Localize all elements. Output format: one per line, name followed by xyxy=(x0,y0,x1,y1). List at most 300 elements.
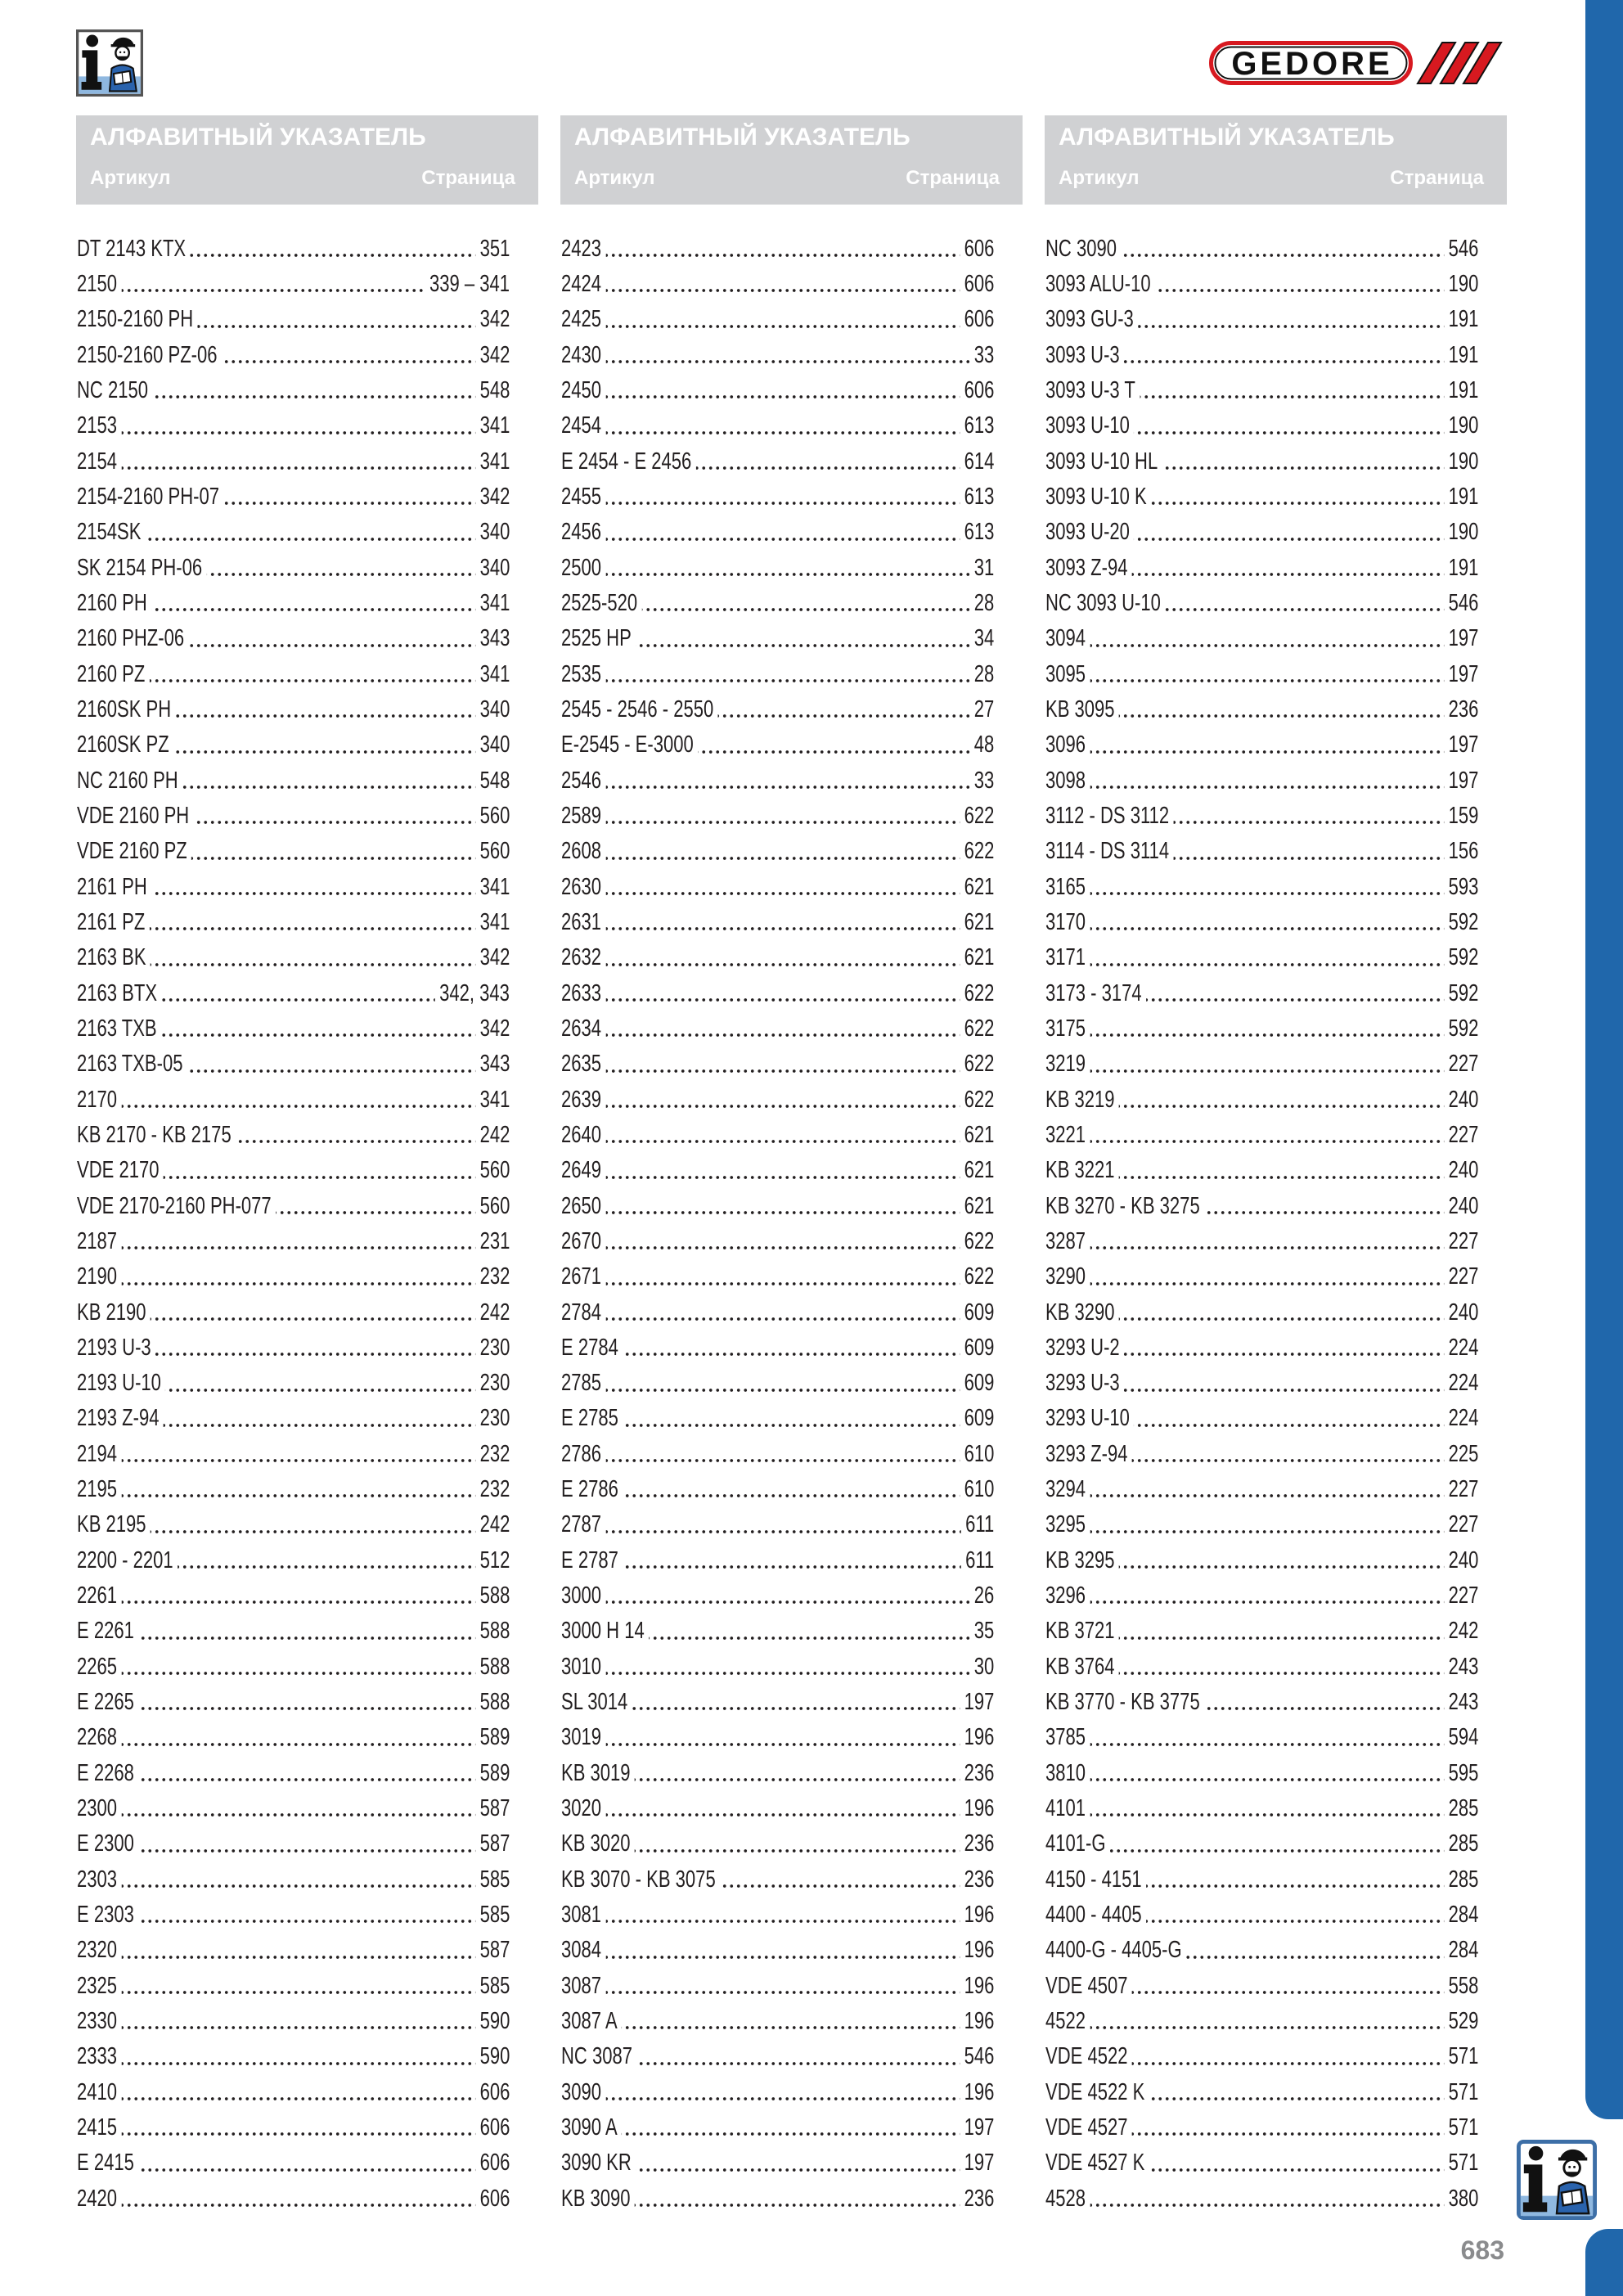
page-reference: 242 xyxy=(475,1510,510,1538)
page-reference: 191 xyxy=(1444,554,1478,582)
page-reference: 191 xyxy=(1444,341,1478,369)
index-entry xyxy=(1045,2181,1478,2216)
article-number: KB 3295 xyxy=(1045,1546,1119,1574)
page-reference: 240 xyxy=(1444,1192,1478,1220)
page-reference: 196 xyxy=(960,2007,994,2035)
page-reference: 529 xyxy=(1444,2007,1478,2035)
article-number: 3114 - DS 3114 xyxy=(1045,837,1173,865)
article-number: 2154 xyxy=(77,448,121,475)
index-entry xyxy=(1045,266,1478,301)
index-entry xyxy=(77,1366,510,1401)
page-reference: 341 xyxy=(475,660,510,688)
index-subheader xyxy=(90,168,515,189)
page-reference: 342 xyxy=(475,305,510,333)
page-reference: 196 xyxy=(960,2078,994,2106)
index-entry xyxy=(1045,1153,1478,1188)
page-reference: 190 xyxy=(1444,518,1478,546)
index-entry xyxy=(77,940,510,975)
index-column-1 xyxy=(76,115,538,2218)
article-number: 2784 xyxy=(561,1299,605,1326)
page-reference: 242 xyxy=(1444,1617,1478,1645)
info-reading-man-icon xyxy=(76,29,143,97)
article-number: VDE 2170-2160 PH-077 xyxy=(77,1192,276,1220)
page-reference: 341 xyxy=(475,412,510,439)
article-number: KB 3090 xyxy=(561,2185,635,2213)
page-reference: 590 xyxy=(475,2042,510,2070)
page-reference: 340 xyxy=(475,696,510,723)
side-tab-bar xyxy=(1585,0,1623,2119)
index-entry xyxy=(561,727,994,763)
index-entry xyxy=(561,975,994,1011)
article-number: 4150 - 4151 xyxy=(1045,1866,1146,1893)
page-reference: 606 xyxy=(475,2078,510,2106)
article-number: E 2303 xyxy=(77,1901,138,1929)
page-reference: 30 xyxy=(969,1653,994,1681)
article-number: 2546 xyxy=(561,767,605,795)
page-reference: 230 xyxy=(475,1404,510,1432)
article-number: 2163 BK xyxy=(77,943,151,971)
index-entry xyxy=(561,1862,994,1897)
article-number: 4528 xyxy=(1045,2185,1090,2213)
page-reference: 343 xyxy=(475,1050,510,1078)
page-reference: 227 xyxy=(1444,1121,1478,1149)
index-entry xyxy=(561,2039,994,2074)
article-number: KB 3764 xyxy=(1045,1653,1119,1681)
index-entry xyxy=(561,1507,994,1542)
index-entry xyxy=(561,2003,994,2038)
page-reference: 240 xyxy=(1444,1299,1478,1326)
index-entry xyxy=(77,2039,510,2074)
index-entry xyxy=(1045,1897,1478,1932)
index-entry xyxy=(1045,479,1478,514)
index-entry xyxy=(1045,1436,1478,1471)
index-entry xyxy=(1045,231,1478,266)
page-reference: 622 xyxy=(960,1050,994,1078)
page-reference: 285 xyxy=(1444,1866,1478,1893)
page-reference: 227 xyxy=(1444,1475,1478,1503)
index-entry xyxy=(561,1649,994,1684)
index-title: АЛФАВИТНЫЙ УКАЗАТЕЛЬ xyxy=(574,124,910,151)
page-reference: 594 xyxy=(1444,1723,1478,1751)
article-number: DT 2143 KTX xyxy=(77,235,190,263)
index-entry xyxy=(1045,1790,1478,1826)
index-entry xyxy=(561,1614,994,1649)
article-number: 3093 U-20 xyxy=(1045,518,1134,546)
article-number: 2330 xyxy=(77,2007,121,2035)
index-entry xyxy=(561,1933,994,1968)
index-entry xyxy=(77,1082,510,1117)
index-header xyxy=(76,115,538,205)
page-reference: 588 xyxy=(475,1617,510,1645)
index-entry xyxy=(1045,656,1478,691)
article-number: 2193 U-3 xyxy=(77,1334,155,1362)
page-reference: 592 xyxy=(1444,1015,1478,1042)
page-reference: 560 xyxy=(475,1156,510,1184)
page-reference: 236 xyxy=(960,1830,994,1857)
article-number: 3010 xyxy=(561,1653,605,1681)
index-entry xyxy=(561,1684,994,1719)
index-subheader xyxy=(574,168,1000,189)
index-entry xyxy=(561,1755,994,1790)
page-reference: 595 xyxy=(1444,1759,1478,1787)
page-reference: 341 xyxy=(475,448,510,475)
article-number: 3112 - DS 3112 xyxy=(1045,802,1173,830)
article-number: KB 3290 xyxy=(1045,1299,1119,1326)
index-entry xyxy=(1045,408,1478,443)
page-reference: 191 xyxy=(1444,376,1478,404)
page-reference: 240 xyxy=(1444,1546,1478,1574)
index-entry xyxy=(1045,1507,1478,1542)
page-reference: 236 xyxy=(1444,696,1478,723)
page-reference: 588 xyxy=(475,1653,510,1681)
index-entry xyxy=(77,2074,510,2109)
article-number: 3081 xyxy=(561,1901,605,1929)
column-label-article: Артикул xyxy=(90,167,171,189)
index-entry xyxy=(561,798,994,833)
article-number: VDE 4527 xyxy=(1045,2114,1132,2141)
index-entry xyxy=(77,1826,510,1862)
index-entry xyxy=(1045,1330,1478,1365)
article-number: 2163 BTX xyxy=(77,979,161,1007)
article-number: 2200 - 2201 xyxy=(77,1546,178,1574)
page-reference: 191 xyxy=(1444,483,1478,511)
page-reference: 340 xyxy=(475,554,510,582)
index-entry xyxy=(561,1968,994,2003)
page-reference: 285 xyxy=(1444,1794,1478,1822)
page-reference: 197 xyxy=(960,1688,994,1716)
article-number: E 2785 xyxy=(561,1404,623,1432)
index-entry xyxy=(561,1542,994,1578)
article-number: 3171 xyxy=(1045,943,1090,971)
article-number: 3093 U-3 xyxy=(1045,341,1124,369)
article-number: 3175 xyxy=(1045,1015,1090,1042)
article-number: 3098 xyxy=(1045,767,1090,795)
page-reference: 560 xyxy=(475,802,510,830)
page-reference: 606 xyxy=(960,235,994,263)
article-number: KB 3221 xyxy=(1045,1156,1119,1184)
index-entry xyxy=(1045,337,1478,372)
page-reference: 587 xyxy=(475,1936,510,1964)
page-reference: 613 xyxy=(960,483,994,511)
page-reference: 621 xyxy=(960,873,994,901)
article-number: E 2786 xyxy=(561,1475,623,1503)
article-number: 2261 xyxy=(77,1582,121,1609)
index-entry xyxy=(77,372,510,407)
page-reference: 571 xyxy=(1444,2149,1478,2177)
page-reference: 242 xyxy=(475,1121,510,1149)
article-number: 3090 xyxy=(561,2078,605,2106)
page-reference: 236 xyxy=(960,1759,994,1787)
page-reference: 611 xyxy=(961,1510,994,1538)
page-reference: 571 xyxy=(1444,2114,1478,2141)
article-number: 4400-G - 4405-G xyxy=(1045,1936,1186,1964)
article-number: 3296 xyxy=(1045,1582,1090,1609)
column-label-article: Артикул xyxy=(574,167,655,189)
index-entry xyxy=(1045,2003,1478,2038)
index-entry xyxy=(561,1720,994,1755)
page-reference: 26 xyxy=(969,1582,994,1609)
index-entry xyxy=(561,2074,994,2109)
index-entry xyxy=(561,1153,994,1188)
page-reference: 31 xyxy=(969,554,994,582)
index-entry xyxy=(77,1933,510,1968)
article-number: 2333 xyxy=(77,2042,121,2070)
index-entry xyxy=(1045,1401,1478,1436)
article-number: 2320 xyxy=(77,1936,121,1964)
page-reference: 342 xyxy=(475,1015,510,1042)
index-entry xyxy=(77,2181,510,2216)
index-entry xyxy=(561,763,994,798)
page-reference: 592 xyxy=(1444,979,1478,1007)
column-label-page: Страница xyxy=(421,167,515,189)
index-entry xyxy=(561,656,994,691)
article-number: 4400 - 4405 xyxy=(1045,1901,1146,1929)
page-reference: 231 xyxy=(475,1227,510,1255)
index-entry xyxy=(77,408,510,443)
page-reference: 614 xyxy=(960,448,994,475)
index-entry xyxy=(77,1542,510,1578)
page-reference: 341 xyxy=(475,589,510,617)
article-number: KB 2170 - KB 2175 xyxy=(77,1121,236,1149)
index-entry xyxy=(561,550,994,585)
index-entry xyxy=(1045,585,1478,620)
article-number: 2193 U-10 xyxy=(77,1369,165,1397)
article-number: 2430 xyxy=(561,341,605,369)
page-reference: 341 xyxy=(475,1086,510,1114)
article-number: KB 3721 xyxy=(1045,1617,1119,1645)
article-number: 3785 xyxy=(1045,1723,1090,1751)
page-reference: 606 xyxy=(475,2114,510,2141)
index-entry xyxy=(1045,1542,1478,1578)
page-reference: 342 xyxy=(475,341,510,369)
index-entry xyxy=(561,515,994,550)
article-number: NC 3087 xyxy=(561,2042,636,2070)
index-entry xyxy=(1045,1684,1478,1719)
index-entry xyxy=(77,1684,510,1719)
page-reference: 197 xyxy=(960,2149,994,2177)
article-number: 3294 xyxy=(1045,1475,1090,1503)
index-entry xyxy=(77,1614,510,1649)
page-reference: 243 xyxy=(1444,1653,1478,1681)
page-reference: 197 xyxy=(1444,624,1478,652)
index-entry xyxy=(1045,1614,1478,1649)
article-number: 3094 xyxy=(1045,624,1090,652)
index-entry xyxy=(77,1294,510,1330)
article-number: VDE 4507 xyxy=(1045,1972,1132,2000)
index-entry xyxy=(1045,1933,1478,1968)
index-entry xyxy=(77,443,510,479)
index-entry xyxy=(1045,1082,1478,1117)
page-reference: 197 xyxy=(1444,767,1478,795)
index-entry xyxy=(77,904,510,939)
page-reference: 197 xyxy=(960,2114,994,2141)
article-number: 4101 xyxy=(1045,1794,1090,1822)
index-entry xyxy=(77,975,510,1011)
article-number: 3093 GU-3 xyxy=(1045,305,1138,333)
article-number: 2670 xyxy=(561,1227,605,1255)
index-entry xyxy=(77,763,510,798)
article-number: 3000 H 14 xyxy=(561,1617,649,1645)
index-entry xyxy=(1045,1259,1478,1294)
index-entry xyxy=(77,479,510,514)
page-reference: 230 xyxy=(475,1334,510,1362)
index-entry xyxy=(77,727,510,763)
page-reference: 342 xyxy=(475,943,510,971)
article-number: 2634 xyxy=(561,1015,605,1042)
logo-wordmark: GEDORE xyxy=(1231,46,1393,82)
page-reference: 227 xyxy=(1444,1510,1478,1538)
index-entry xyxy=(1045,1720,1478,1755)
page-reference: 240 xyxy=(1444,1086,1478,1114)
article-number: 2535 xyxy=(561,660,605,688)
page-reference: 227 xyxy=(1444,1582,1478,1609)
article-number: 2154SK xyxy=(77,518,146,546)
index-entry xyxy=(561,231,994,266)
index-entry xyxy=(1045,302,1478,337)
article-number: 3093 Z-94 xyxy=(1045,554,1132,582)
page-reference: 224 xyxy=(1444,1369,1478,1397)
article-number: NC 2150 xyxy=(77,376,152,404)
article-number: 3095 xyxy=(1045,660,1090,688)
page-reference: 191 xyxy=(1444,305,1478,333)
article-number: 2150 xyxy=(77,270,121,298)
article-number: 2190 xyxy=(77,1263,121,1290)
article-number: 3293 U-2 xyxy=(1045,1334,1124,1362)
index-entry xyxy=(1045,1294,1478,1330)
article-number: 3293 U-10 xyxy=(1045,1404,1134,1432)
index-entry xyxy=(77,1471,510,1506)
index-entry xyxy=(561,479,994,514)
index-entry xyxy=(1045,621,1478,656)
index-entry xyxy=(561,1366,994,1401)
article-number: 3170 xyxy=(1045,908,1090,936)
side-tab-bar-bottom xyxy=(1585,2229,1623,2296)
article-number: KB 3770 - KB 3775 xyxy=(1045,1688,1204,1716)
page-reference: 240 xyxy=(1444,1156,1478,1184)
index-entry xyxy=(1045,2039,1478,2074)
page-reference: 548 xyxy=(475,376,510,404)
page-reference: 196 xyxy=(960,1901,994,1929)
page-reference: 558 xyxy=(1444,1972,1478,2000)
page-reference: 27 xyxy=(969,696,994,723)
page-reference: 196 xyxy=(960,1794,994,1822)
page-reference: 28 xyxy=(969,660,994,688)
index-entry xyxy=(1045,2145,1478,2181)
article-number: E 2415 xyxy=(77,2149,138,2177)
article-number: E 2300 xyxy=(77,1830,138,1857)
page-reference: 609 xyxy=(960,1369,994,1397)
article-number: 3090 KR xyxy=(561,2149,636,2177)
article-number: 3093 ALU-10 xyxy=(1045,270,1155,298)
index-entry xyxy=(561,1259,994,1294)
column-label-page: Страница xyxy=(906,167,1000,189)
page-reference: 236 xyxy=(960,1866,994,1893)
article-number: 2500 xyxy=(561,554,605,582)
page-reference: 548 xyxy=(475,767,510,795)
index-entry xyxy=(561,1330,994,1365)
article-number: 2303 xyxy=(77,1866,121,1893)
article-number: 2170 xyxy=(77,1086,121,1114)
page-reference: 592 xyxy=(1444,943,1478,971)
page-reference: 585 xyxy=(475,1972,510,2000)
page-reference: 232 xyxy=(475,1263,510,1290)
index-entries xyxy=(561,231,994,2216)
index-entry xyxy=(77,550,510,585)
index-entry xyxy=(561,1188,994,1223)
index-entry xyxy=(1045,372,1478,407)
index-entry xyxy=(77,1011,510,1046)
index-entry xyxy=(561,1294,994,1330)
article-number: 2300 xyxy=(77,1794,121,1822)
index-entry xyxy=(561,1401,994,1436)
page-reference: 560 xyxy=(475,1192,510,1220)
index-entry xyxy=(77,691,510,727)
index-entry xyxy=(1045,1223,1478,1258)
page-reference: 34 xyxy=(969,624,994,652)
page-reference: 571 xyxy=(1444,2042,1478,2070)
article-number: KB 3020 xyxy=(561,1830,635,1857)
page-reference: 380 xyxy=(1444,2185,1478,2213)
index-entry xyxy=(1045,2074,1478,2109)
page-reference: 585 xyxy=(475,1866,510,1893)
index-entry xyxy=(77,1578,510,1613)
index-entry xyxy=(561,302,994,337)
index-entry xyxy=(1045,1188,1478,1223)
index-entry xyxy=(561,1117,994,1152)
index-entry xyxy=(1045,443,1478,479)
article-number: 2420 xyxy=(77,2185,121,2213)
index-entry xyxy=(561,372,994,407)
index-entry xyxy=(1045,1047,1478,1082)
index-header xyxy=(560,115,1023,205)
index-entry xyxy=(77,1117,510,1152)
index-entry xyxy=(561,940,994,975)
article-number: 2589 xyxy=(561,802,605,830)
index-entry xyxy=(77,1188,510,1223)
article-number: 2649 xyxy=(561,1156,605,1184)
index-entry xyxy=(1045,940,1478,975)
index-entry xyxy=(77,337,510,372)
page-reference: 611 xyxy=(961,1546,994,1574)
page-reference: 243 xyxy=(1444,1688,1478,1716)
index-entry xyxy=(77,656,510,691)
article-number: 2160SK PH xyxy=(77,696,175,723)
page-reference: 242 xyxy=(475,1299,510,1326)
article-number: 2786 xyxy=(561,1440,605,1468)
page-reference: 196 xyxy=(960,1723,994,1751)
index-entry xyxy=(561,834,994,869)
index-entry xyxy=(77,2145,510,2181)
page-reference: 610 xyxy=(960,1475,994,1503)
article-number: 2160 PH xyxy=(77,589,151,617)
index-entry xyxy=(77,585,510,620)
index-entry xyxy=(1045,1826,1478,1862)
column-label-page: Страница xyxy=(1390,167,1484,189)
index-entry xyxy=(1045,1755,1478,1790)
page-reference: 48 xyxy=(969,731,994,759)
page-reference: 609 xyxy=(960,1404,994,1432)
index-entry xyxy=(561,585,994,620)
page-reference: 621 xyxy=(960,1192,994,1220)
index-entry xyxy=(77,1047,510,1082)
gedore-logo xyxy=(1209,41,1504,85)
index-entry xyxy=(77,1897,510,1932)
page-reference: 621 xyxy=(960,943,994,971)
article-number: E 2784 xyxy=(561,1334,623,1362)
index-entry xyxy=(77,1862,510,1897)
page-reference: 227 xyxy=(1444,1050,1478,1078)
page-reference: 343 xyxy=(475,624,510,652)
